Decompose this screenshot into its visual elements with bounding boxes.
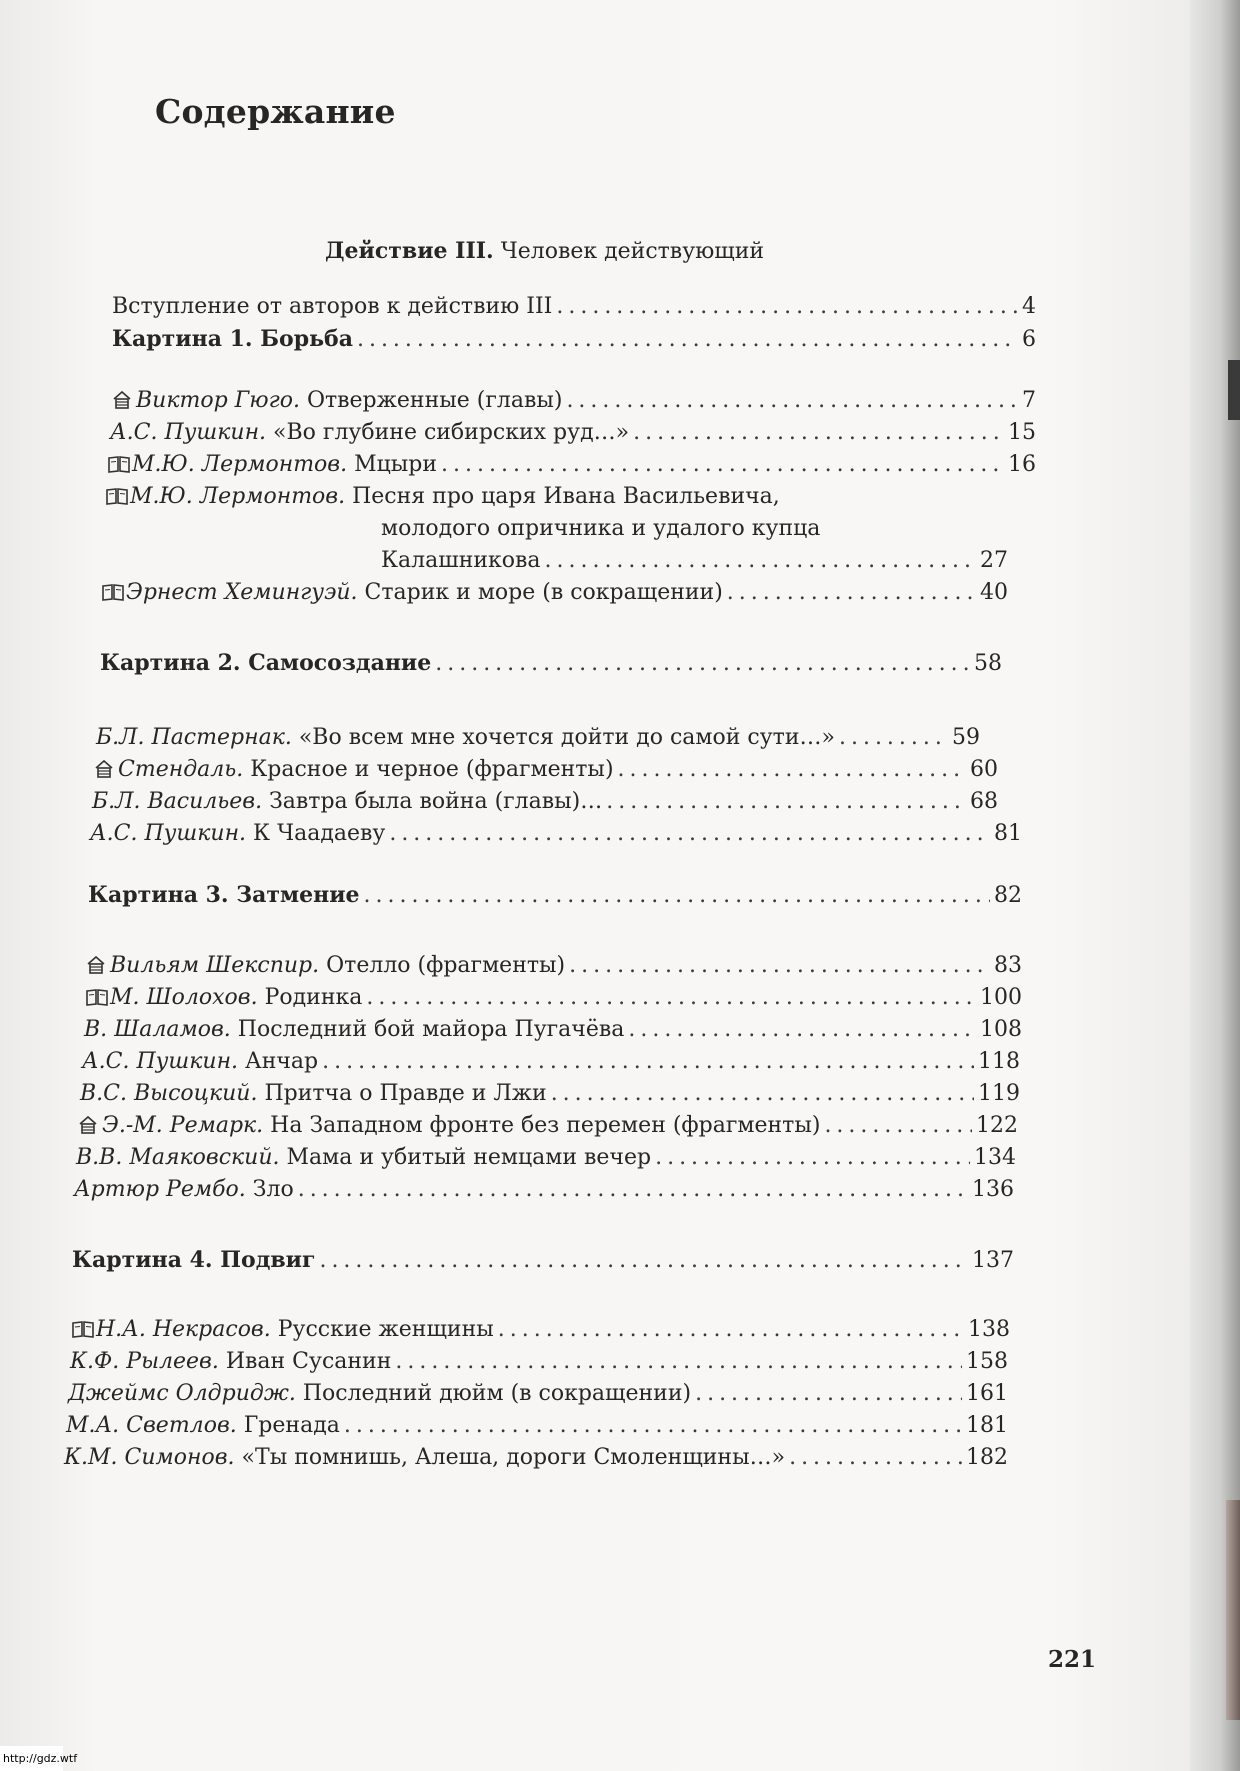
toc-title: Картина 2. Самосоздание [100,650,432,676]
toc-title: молодого опричника и удалого купца [381,516,821,541]
toc-author: Виктор Гюго. [136,388,300,413]
toc-author: К.Ф. Рылеев. [70,1349,219,1374]
toc-page-number: 16 [1008,452,1036,477]
toc-title: Последний бой майора Пугачёва [230,1017,625,1042]
toc-title: Вступление от авторов к действию III [112,294,553,319]
toc-entry [100,648,1002,679]
toc-title: Старик и море (в сокращении) [357,580,723,605]
toc-author: В.С. Высоцкий. [80,1081,258,1106]
toc-entry-text [82,1047,318,1077]
toc-entry [96,723,980,753]
toc-author: А.С. Пушкин. [82,1049,239,1074]
toc-page-number: 138 [968,1317,1010,1342]
leader-dots [298,1175,968,1205]
toc-author: К.М. Симонов. [64,1445,235,1470]
toc-author: М. Шолохов. [110,985,258,1010]
section-heading [325,238,764,264]
toc-author: Б.Л. Васильев. [92,789,263,814]
toc-title: На Западном фронте без перемен (фрагменты) [263,1113,821,1138]
leader-dots [839,723,948,753]
house-icon [112,389,132,409]
leader-dots [606,787,966,817]
toc-entry-text [86,983,362,1013]
leader-dots [628,1015,976,1045]
toc-entry [66,1411,1008,1441]
toc-entry-text [84,1015,624,1045]
leader-dots [556,292,1018,322]
toc-title: Гренада [236,1413,340,1438]
leader-dots [633,418,1004,448]
toc-entry [64,1443,1008,1473]
toc-entry [102,578,1008,608]
toc-page-number: 7 [1022,388,1036,413]
toc-title: Анчар [238,1049,319,1074]
toc-title: Мама и убитый немцами вечер [279,1145,652,1170]
toc-entry [106,482,900,512]
toc-title: Красное и черное (фрагменты) [243,757,614,782]
toc-entry [70,1347,1008,1377]
toc-entry [90,819,1022,849]
toc-entry [82,1047,1020,1077]
toc-page-number: 118 [978,1049,1020,1074]
toc-title: Картина 4. Подвиг [72,1247,316,1273]
leader-dots [618,755,966,785]
toc-page-number: 136 [972,1177,1014,1202]
toc-entry-text [64,1443,785,1473]
leader-dots [389,819,990,849]
section-name: Человек действующий [493,239,765,264]
toc-entry [88,880,1022,911]
page-number: 221 [1048,1646,1097,1673]
toc-author: Вильям Шекспир. [110,953,320,978]
toc-entry-text [88,880,360,911]
toc-page-number: 137 [972,1248,1014,1273]
toc-page-number: 108 [980,1017,1022,1042]
toc-page-number: 15 [1008,420,1036,445]
toc-page-number: 4 [1022,294,1036,319]
toc-entry-text [70,1347,391,1377]
toc-title: Завтра была война (главы)… [262,789,603,814]
leader-dots [655,1143,970,1173]
toc-page-number: 181 [966,1413,1008,1438]
toc-entry [72,1315,1010,1345]
leader-dots [319,1246,968,1276]
toc-entry-text [112,386,562,416]
toc-page-number: 6 [1022,327,1036,352]
toc-page-number: 59 [952,725,980,750]
toc-entry-text [100,648,431,679]
toc-title: «Ты помнишь, Алеша, дороги Смоленщины…» [234,1445,786,1470]
page-title: Содержание [155,92,396,131]
toc-entry-text [72,1245,315,1276]
page-edge-mark [1228,360,1240,420]
toc-entry [86,951,1022,981]
toc-title: Притча о Правде и Лжи [257,1081,547,1106]
toc-page-number: 119 [978,1081,1020,1106]
toc-author: М.А. Светлов. [66,1413,237,1438]
watermark: http://gdz.wtf [0,1746,63,1771]
leader-dots [357,325,1018,355]
toc-title: Мцыри [347,452,438,477]
toc-title: Иван Сусанин [218,1349,392,1374]
toc-entry [72,1245,1014,1276]
house-icon [78,1114,98,1134]
toc-entry-text [76,1143,651,1173]
toc-entry-text [106,482,780,512]
house-icon [86,954,106,974]
toc-entry-text [74,1175,294,1205]
toc-entry-text [78,1111,820,1141]
toc-title: К Чаадаеву [246,821,386,846]
toc-title: Калашникова [381,548,541,573]
leader-dots [366,983,976,1013]
toc-entry [76,1143,1016,1173]
toc-author: В. Шаламов. [84,1017,231,1042]
toc-entry [112,292,1036,322]
toc-entry-text [96,723,835,753]
toc-title: Последний дюйм (в сокращении) [295,1381,692,1406]
toc-entry [108,450,1036,480]
toc-author: Н.А. Некрасов. [96,1317,271,1342]
toc-page-number: 81 [994,821,1022,846]
toc-page-number: 158 [966,1349,1008,1374]
toc-author: Джеймс Олдридж. [68,1381,296,1406]
toc-title: «Во всем мне хочется дойти до самой сути…» [291,725,835,750]
toc-entry [80,1079,1020,1109]
toc-entry-text [102,578,723,608]
toc-entry [92,787,998,817]
toc-author: М.Ю. Лермонтов. [130,484,346,509]
book-icon [108,453,128,473]
toc-entry-text [72,1315,494,1345]
toc-entry-text [381,546,541,576]
toc-entry [381,546,1008,576]
toc-page-number: 100 [980,985,1022,1010]
toc-author: М.Ю. Лермонтов. [132,452,348,477]
toc-entry-text [66,1411,340,1441]
toc-author: Эрнест Хемингуэй. [126,580,358,605]
toc-author: Б.Л. Пастернак. [96,725,292,750]
toc-page-number: 68 [970,789,998,814]
toc-page-number: 27 [980,548,1008,573]
book-icon [72,1318,92,1338]
toc-title: «Во глубине сибирских руд…» [266,420,630,445]
leader-dots [364,881,990,911]
leader-dots [789,1443,962,1473]
toc-title: Зло [245,1177,294,1202]
leader-dots [441,450,1004,480]
leader-dots [569,951,990,981]
toc-author: В.В. Маяковский. [76,1145,280,1170]
leader-dots [545,546,976,576]
toc-author: Артюр Рембо. [74,1177,246,1202]
toc-entry [381,514,900,544]
toc-title: Отверженные (главы) [299,388,563,413]
toc-entry-text [92,787,602,817]
toc-entry-text [80,1079,547,1109]
toc-title: Картина 1. Борьба [112,326,353,352]
toc-title: Родинка [257,985,363,1010]
toc-title: Отелло (фрагменты) [319,953,566,978]
page-edge-mark [1226,1500,1240,1720]
toc-entry [94,755,998,785]
leader-dots [566,386,1018,416]
leader-dots [435,649,970,679]
toc-entry [112,386,1036,416]
leader-dots [344,1411,962,1441]
toc-entry [110,418,1036,448]
book-icon [106,485,126,505]
toc-author: Стендаль. [118,757,244,782]
toc-entry [68,1379,1008,1409]
book-icon [86,986,106,1006]
toc-entry-text [112,292,552,322]
toc-entry-text [94,755,614,785]
toc-entry-text [112,324,353,355]
leader-dots [498,1315,964,1345]
toc-entry [74,1175,1014,1205]
toc-page-number: 40 [980,580,1008,605]
toc-page-number: 134 [974,1145,1016,1170]
leader-dots [727,578,976,608]
toc-entry [112,324,1036,355]
toc-entry [84,1015,1022,1045]
toc-page-number: 58 [974,651,1002,676]
toc-author: А.С. Пушкин. [110,420,267,445]
toc-entry-text [110,418,629,448]
toc-page-number: 182 [966,1445,1008,1470]
toc-page-number: 161 [966,1381,1008,1406]
book-icon [102,581,122,601]
toc-author: Э.-М. Ремарк. [102,1113,264,1138]
toc-entry-text [90,819,385,849]
toc-entry-text [381,514,820,544]
house-icon [94,758,114,778]
toc-title: Песня про царя Ивана Васильевича, [345,484,780,509]
leader-dots [395,1347,962,1377]
toc-entry [86,983,1022,1013]
toc-title: Русские женщины [270,1317,494,1342]
toc-entry-text [108,450,437,480]
toc-entry [78,1111,1018,1141]
toc-page-number: 60 [970,757,998,782]
toc-page-number: 82 [994,883,1022,908]
leader-dots [695,1379,962,1409]
leader-dots [322,1047,974,1077]
toc-entry-text [68,1379,691,1409]
toc-page-number: 83 [994,953,1022,978]
leader-dots [551,1079,974,1109]
toc-entry-text [86,951,565,981]
toc-title: Картина 3. Затмение [88,882,360,908]
section-number: Действие III. [325,238,494,264]
leader-dots [824,1111,972,1141]
toc-page-number: 122 [976,1113,1018,1138]
toc-author: А.С. Пушкин. [90,821,247,846]
